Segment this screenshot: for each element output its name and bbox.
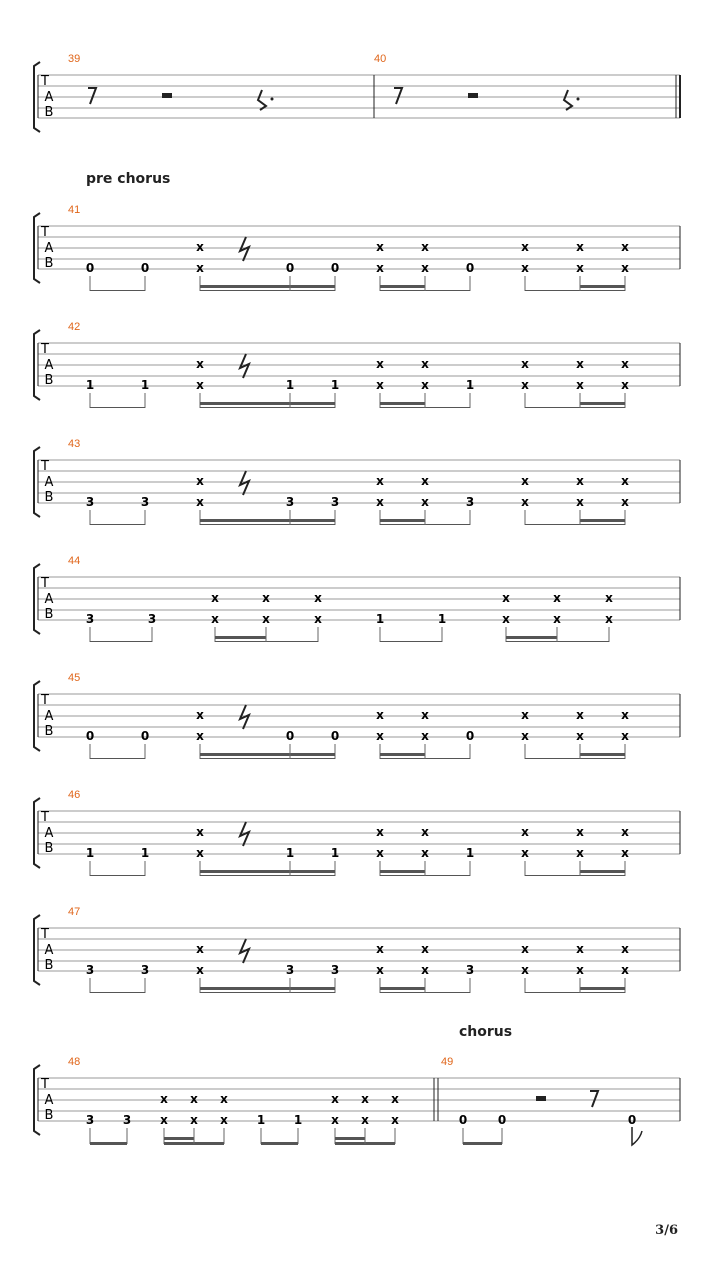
tab-note: 1 <box>285 846 295 860</box>
tab-note: x <box>576 495 584 509</box>
tab-note: x <box>521 708 529 722</box>
tab-note: x <box>621 963 629 977</box>
tab-note: x <box>196 963 204 977</box>
tab-note: 3 <box>465 495 475 509</box>
rest-glyphs <box>88 88 580 110</box>
system-48-49 <box>0 1053 720 1143</box>
tab-note: x <box>160 1092 168 1106</box>
measure-number: 44 <box>68 555 81 567</box>
tab-note: x <box>196 495 204 509</box>
tab-note: x <box>211 612 219 626</box>
tab-note: x <box>605 612 613 626</box>
measure-number: 40 <box>374 53 387 65</box>
tab-note: 0 <box>140 261 150 275</box>
tab-note: x <box>421 474 429 488</box>
tab-note: 1 <box>285 378 295 392</box>
tab-note: x <box>521 378 529 392</box>
tab-note: 0 <box>497 1113 507 1127</box>
tab-clef-t: T <box>41 74 49 89</box>
tab-note: x <box>421 846 429 860</box>
tab-note: x <box>576 261 584 275</box>
svg-text:A: A <box>44 826 54 841</box>
tab-note: 0 <box>465 261 475 275</box>
tab-note: x <box>220 1092 228 1106</box>
system-39-40 <box>0 50 720 140</box>
tab-note: 1 <box>85 378 95 392</box>
tab-note: x <box>196 474 204 488</box>
tab-staff <box>0 435 720 525</box>
tab-note: x <box>190 1113 198 1127</box>
tab-note: x <box>521 825 529 839</box>
tab-note: x <box>196 357 204 371</box>
tab-note: x <box>421 357 429 371</box>
tab-note: x <box>331 1113 339 1127</box>
tab-note: x <box>576 474 584 488</box>
tab-note: x <box>220 1113 228 1127</box>
tab-note: x <box>421 378 429 392</box>
tab-note: 3 <box>285 495 295 509</box>
tab-note: x <box>621 729 629 743</box>
tab-note: 3 <box>85 612 95 626</box>
tab-note: x <box>376 378 384 392</box>
tab-note: x <box>421 942 429 956</box>
tab-note: 0 <box>285 729 295 743</box>
tab-note: x <box>376 708 384 722</box>
tab-note: x <box>376 963 384 977</box>
tab-note: x <box>196 825 204 839</box>
system-46 <box>0 786 720 876</box>
tab-note: x <box>576 729 584 743</box>
measure-number: 46 <box>68 789 81 801</box>
tab-note: x <box>521 240 529 254</box>
tab-note: x <box>314 591 322 605</box>
tab-note: x <box>576 942 584 956</box>
tab-note: x <box>421 495 429 509</box>
tab-note: x <box>621 357 629 371</box>
tab-note: 3 <box>330 963 340 977</box>
measure-number: 39 <box>68 53 81 65</box>
tab-note: x <box>376 942 384 956</box>
tab-note: x <box>376 825 384 839</box>
tab-note: 1 <box>140 846 150 860</box>
tab-note: x <box>576 708 584 722</box>
svg-text:T: T <box>41 576 49 591</box>
svg-text:B: B <box>44 958 54 973</box>
tab-note: x <box>521 474 529 488</box>
tab-note: x <box>621 942 629 956</box>
tab-note: x <box>621 240 629 254</box>
tab-note: 0 <box>330 261 340 275</box>
tab-note: x <box>521 495 529 509</box>
svg-text:A: A <box>44 241 54 256</box>
measure-number: 49 <box>441 1056 454 1068</box>
tab-note: 1 <box>330 846 340 860</box>
svg-text:T: T <box>41 225 49 240</box>
tab-note: x <box>361 1113 369 1127</box>
tab-note: 1 <box>293 1113 303 1127</box>
tab-note: x <box>421 708 429 722</box>
tab-note: x <box>391 1092 399 1106</box>
tab-note: 0 <box>458 1113 468 1127</box>
tab-note: 0 <box>465 729 475 743</box>
tab-note: 3 <box>465 963 475 977</box>
tab-note: 3 <box>122 1113 132 1127</box>
svg-text:T: T <box>41 342 49 357</box>
tab-note: x <box>196 942 204 956</box>
tab-note: x <box>621 708 629 722</box>
svg-text:B: B <box>44 256 54 271</box>
tab-note: x <box>521 357 529 371</box>
tab-note: x <box>196 378 204 392</box>
tab-note: x <box>331 1092 339 1106</box>
tab-note: x <box>196 729 204 743</box>
tab-note: x <box>196 846 204 860</box>
system-47 <box>0 903 720 993</box>
tab-note: x <box>211 591 219 605</box>
tab-note: 1 <box>140 378 150 392</box>
svg-text:B: B <box>44 373 54 388</box>
tab-note: x <box>576 825 584 839</box>
tab-note: x <box>621 846 629 860</box>
tab-note: x <box>553 612 561 626</box>
tab-note: 0 <box>285 261 295 275</box>
svg-text:A: A <box>44 1093 54 1108</box>
tab-note: x <box>576 378 584 392</box>
tab-note: 0 <box>330 729 340 743</box>
tab-note: x <box>196 261 204 275</box>
svg-text:B: B <box>44 1108 54 1123</box>
measure-number: 41 <box>68 204 81 216</box>
measure-number: 43 <box>68 438 81 450</box>
tab-note: x <box>421 729 429 743</box>
svg-text:A: A <box>44 475 54 490</box>
tab-note: x <box>376 729 384 743</box>
tab-note: 1 <box>465 846 475 860</box>
tab-note: x <box>521 729 529 743</box>
svg-text:A: A <box>44 592 54 607</box>
tab-note: x <box>190 1092 198 1106</box>
tab-note: x <box>502 591 510 605</box>
tab-note: x <box>376 846 384 860</box>
tab-note: x <box>605 591 613 605</box>
tab-note: x <box>576 357 584 371</box>
tab-note: 1 <box>85 846 95 860</box>
tab-staff <box>0 1053 720 1153</box>
tab-note: x <box>391 1113 399 1127</box>
measure-number: 42 <box>68 321 81 333</box>
tab-staff <box>0 552 720 642</box>
tab-note: 1 <box>330 378 340 392</box>
tab-note: x <box>621 495 629 509</box>
tab-note: x <box>576 240 584 254</box>
tab-note: 3 <box>140 495 150 509</box>
svg-text:T: T <box>41 459 49 474</box>
tab-note: x <box>376 495 384 509</box>
system-45 <box>0 669 720 759</box>
tab-note: 0 <box>85 729 95 743</box>
tab-note: x <box>553 591 561 605</box>
section-pre-chorus: pre chorus <box>86 171 171 187</box>
system-42 <box>0 318 720 408</box>
tab-staff <box>0 903 720 993</box>
tab-note: x <box>196 240 204 254</box>
svg-text:B: B <box>44 841 54 856</box>
svg-text:B: B <box>44 724 54 739</box>
tab-note: 1 <box>256 1113 266 1127</box>
tab-note: x <box>621 261 629 275</box>
tab-note: 3 <box>330 495 340 509</box>
tab-note: x <box>576 963 584 977</box>
svg-text:T: T <box>41 927 49 942</box>
tab-note: x <box>421 963 429 977</box>
tab-note: x <box>521 963 529 977</box>
tab-note: x <box>421 261 429 275</box>
tab-note: 1 <box>437 612 447 626</box>
tab-note: x <box>521 261 529 275</box>
tab-note: x <box>262 591 270 605</box>
measure-number: 45 <box>68 672 81 684</box>
system-44 <box>0 552 720 642</box>
tab-note: x <box>376 261 384 275</box>
tab-note: x <box>262 612 270 626</box>
page-number: 3/6 <box>655 1223 678 1238</box>
tab-clef-b: B <box>44 105 54 120</box>
tab-note: x <box>621 825 629 839</box>
tab-note: x <box>521 942 529 956</box>
tab-note: x <box>376 357 384 371</box>
tab-note: 3 <box>85 963 95 977</box>
tab-note: 0 <box>85 261 95 275</box>
tab-note: x <box>521 846 529 860</box>
measure-number: 48 <box>68 1056 81 1068</box>
tab-note: 0 <box>140 729 150 743</box>
svg-text:B: B <box>44 490 54 505</box>
tab-note: 1 <box>465 378 475 392</box>
svg-text:A: A <box>44 358 54 373</box>
tab-staff <box>0 669 720 759</box>
measure-number: 47 <box>68 906 81 918</box>
tab-note: x <box>376 240 384 254</box>
tab-note: x <box>421 240 429 254</box>
tab-note: x <box>196 708 204 722</box>
tab-staff <box>0 786 720 876</box>
tab-note: x <box>376 474 384 488</box>
tab-note: x <box>502 612 510 626</box>
tab-note: x <box>421 825 429 839</box>
tab-staff <box>0 201 720 291</box>
tab-note: 3 <box>140 963 150 977</box>
tab-note: x <box>621 474 629 488</box>
tab-staff <box>0 318 720 408</box>
system-43 <box>0 435 720 525</box>
svg-text:A: A <box>44 943 54 958</box>
svg-text:T: T <box>41 693 49 708</box>
system-41 <box>0 201 720 291</box>
tab-note: 3 <box>285 963 295 977</box>
tab-note: 3 <box>147 612 157 626</box>
tab-note: x <box>576 846 584 860</box>
tab-note: x <box>361 1092 369 1106</box>
tab-note: x <box>314 612 322 626</box>
svg-text:T: T <box>41 810 49 825</box>
tab-note: 0 <box>627 1113 637 1127</box>
svg-text:T: T <box>41 1077 49 1092</box>
tab-clef-a: A <box>44 90 54 105</box>
tab-note: x <box>160 1113 168 1127</box>
tab-note: x <box>621 378 629 392</box>
svg-text:A: A <box>44 709 54 724</box>
tab-note: 1 <box>375 612 385 626</box>
tab-staff <box>0 50 720 140</box>
section-chorus: chorus <box>459 1024 513 1040</box>
svg-text:B: B <box>44 607 54 622</box>
tab-note: 3 <box>85 1113 95 1127</box>
tab-note: 3 <box>85 495 95 509</box>
